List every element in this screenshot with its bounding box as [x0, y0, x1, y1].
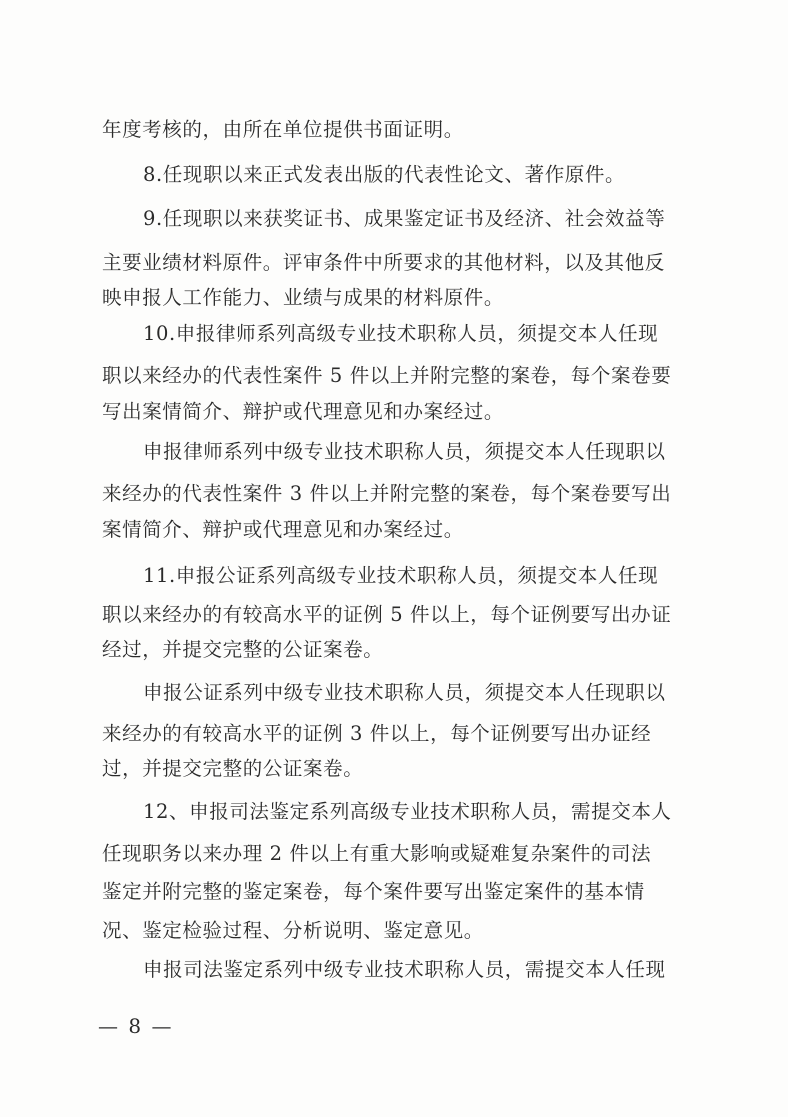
text-line: 案情简介、辩护或代理意见和办案经过。: [102, 518, 464, 541]
text-line: 9.任现职以来获奖证书、成果鉴定证书及经济、社会效益等: [143, 207, 666, 230]
text-line: 来经办的代表性案件 3 件以上并附完整的案卷，每个案卷要写出: [102, 482, 672, 505]
text-line: 鉴定并附完整的鉴定案卷，每个案件要写出鉴定案件的基本情: [102, 880, 645, 903]
text-line: 映申报人工作能力、业绩与成果的材料原件。: [102, 286, 505, 309]
text-line: 12、申报司法鉴定系列高级专业技术职称人员，需提交本人: [143, 800, 672, 823]
text-line: 申报司法鉴定系列中级专业技术职称人员，需提交本人任现: [143, 958, 666, 981]
page-number: — 8 —: [98, 1014, 174, 1038]
text-line: 申报律师系列中级专业技术职称人员，须提交本人任现职以: [143, 440, 666, 463]
text-line: 来经办的有较高水平的证例 3 件以上，每个证例要写出办证经: [102, 722, 652, 745]
text-line: 8.任现职以来正式发表出版的代表性论文、著作原件。: [143, 163, 626, 186]
text-line: 职以来经办的代表性案件 5 件以上并附完整的案卷，每个案卷要: [102, 364, 672, 387]
text-line: 写出案情简介、辩护或代理意见和办案经过。: [102, 400, 505, 423]
text-line: 过，并提交完整的公证案卷。: [102, 757, 364, 780]
text-line: 申报公证系列中级专业技术职称人员，须提交本人任现职以: [143, 681, 666, 704]
text-line: 况、鉴定检验过程、分析说明、鉴定意见。: [102, 919, 484, 942]
text-line: 任现职务以来办理 2 件以上有重大影响或疑难复杂案件的司法: [102, 842, 652, 865]
text-line: 主要业绩材料原件。评审条件中所要求的其他材料，以及其他反: [102, 251, 665, 274]
text-line: 10.申报律师系列高级专业技术职称人员，须提交本人任现: [143, 322, 659, 345]
text-line: 年度考核的，由所在单位提供书面证明。: [102, 118, 464, 141]
text-line: 职以来经办的有较高水平的证例 5 件以上，每个证例要写出办证: [102, 603, 672, 626]
text-line: 经过，并提交完整的公证案卷。: [102, 638, 384, 661]
text-line: 11.申报公证系列高级专业技术职称人员，须提交本人任现: [143, 564, 659, 587]
